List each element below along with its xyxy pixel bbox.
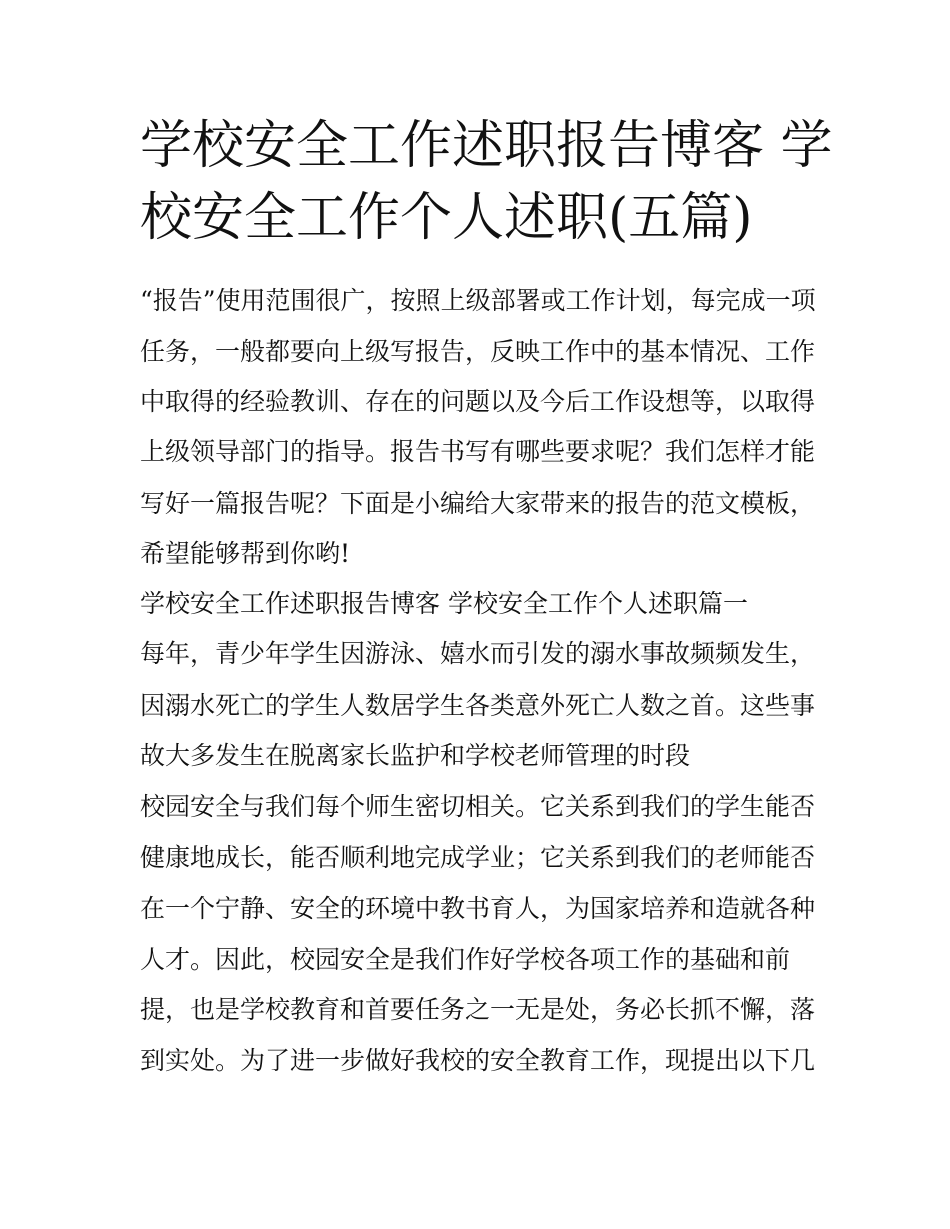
body-line-6: 希望能够帮到你哟!	[140, 539, 351, 568]
body-line-1: “报告”使用范围很广，按照上级部署或工作计划，每完成一项	[140, 286, 816, 315]
body-line-3: 中取得的经验教训、存在的问题以及今后工作设想等，以取得	[140, 387, 816, 416]
document-title-line-2: 校安全工作个人述职(五篇)	[140, 188, 753, 248]
body-line-8: 每年，青少年学生因游泳、嬉水而引发的溺水事故频频发生，	[140, 639, 816, 668]
body-line-11: 校园安全与我们每个师生密切相关。它关系到我们的学生能否	[140, 792, 816, 821]
body-line-2: 任务，一般都要向上级写报告，反映工作中的基本情况、工作	[140, 337, 816, 366]
body-line-9: 因溺水死亡的学生人数居学生各类意外死亡人数之首。这些事	[140, 691, 816, 720]
body-line-13: 在一个宁静、安全的环境中教书育人，为国家培养和造就各种	[140, 894, 816, 923]
body-line-14: 人才。因此，校园安全是我们作好学校各项工作的基础和前	[140, 945, 791, 974]
body-line-12: 健康地成长，能否顺利地完成学业；它关系到我们的老师能否	[140, 843, 816, 872]
body-line-16: 到实处。为了进一步做好我校的安全教育工作，现提出以下几	[140, 1046, 816, 1075]
body-line-4: 上级领导部门的指导。报告书写有哪些要求呢？我们怎样才能	[140, 437, 816, 466]
section-heading-1: 学校安全工作述职报告博客 学校安全工作个人述职篇一	[140, 589, 748, 618]
body-line-10: 故大多发生在脱离家长监护和学校老师管理的时段	[140, 741, 691, 770]
body-line-15: 提，也是学校教育和首要任务之一无是处，务必长抓不懈，落	[140, 995, 816, 1024]
document-title-line-1: 学校安全工作述职报告博客 学	[140, 116, 833, 176]
body-line-5: 写好一篇报告呢？下面是小编给大家带来的报告的范文模板，	[140, 489, 816, 518]
